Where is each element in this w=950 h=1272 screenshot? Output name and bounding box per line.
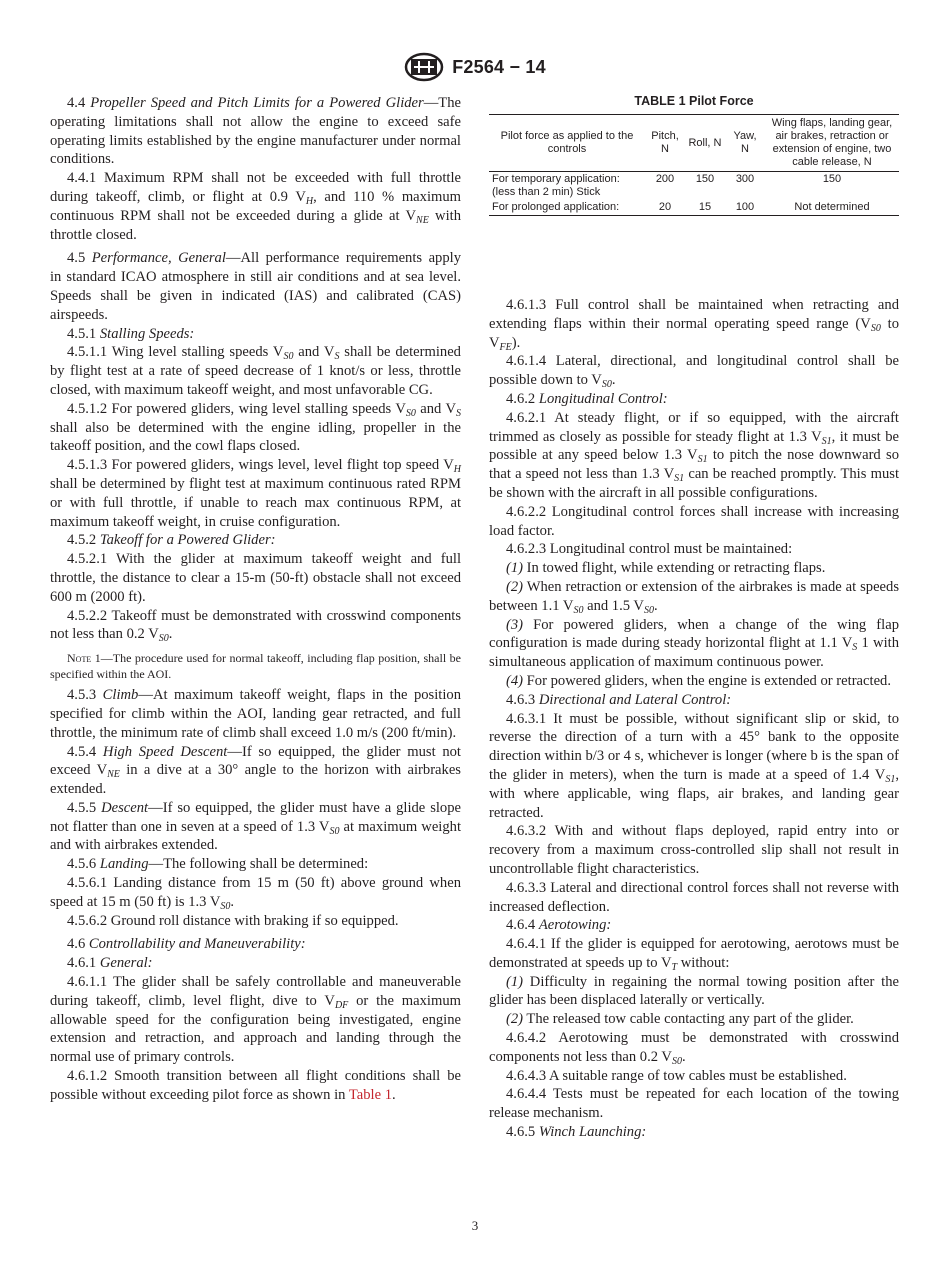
paragraph: 4.6.4.1 If the glider is equipped for aerotowing, aerotows must be demonstrated at speeds up to $V_T$ without: <box>489 936 899 973</box>
paragraph: 4.6.5 Winch Launching: <box>506 1124 647 1141</box>
paragraph: 4.5.6.1 Landing distance from 15 m (50 ft) above ground when speed at 15 m (50 ft) is 1.3 $V_{S0}$. <box>50 875 461 912</box>
paragraph: 4.6.1.1 The glider shall be safely controllable and maneuverable during takeoff, climb, level flight, dive to $V_{DF}$ or the maximum allowable speed for the configuration being investigated, engine extension and retraction, and approach and landing through the normal use of primary controls. <box>50 974 461 1066</box>
paragraph: 4.6.2 Longitudinal Control: <box>506 390 668 407</box>
table-cell: 200 <box>655 173 675 185</box>
right-column <box>489 296 899 1142</box>
table-header-row <box>489 115 899 172</box>
paragraph: 4.5.5 Descent—If so equipped, the glider must have a glide slope not flatter than one in seven at a speed of 1.3 $V_{S0}$ at maximum weight and with airbrakes extended. <box>50 799 462 854</box>
table-cell: 300 <box>735 173 755 185</box>
column-header: Pilot force as applied to the controls <box>500 130 634 155</box>
paragraph: 4.5.2.2 Takeoff must be demonstrated with crosswind components not less than 0.2 $V_{S0}$. <box>50 607 461 645</box>
paragraph: 4.5 Performance, General—All performance requirements apply in standard ICAO atmosphere in still air conditions and at sea level. Speeds shall be given in indicated (IAS) and calibrated (CAS) airspeeds. <box>50 250 461 323</box>
paragraph: 4.4.1 Maximum RPM shall not be exceeded with full throttle during takeoff, climb, or flight at 0.9 $V_H$, and 110 % maximum continuous RPM shall not be exceeded during a glide at $V_{NE}$ with throttle closed. <box>50 170 462 243</box>
paragraph: 4.6.2.3 Longitudinal control must be maintained: <box>506 541 793 558</box>
paragraph: 4.6.2.1 At steady flight, or if so equipped, with the aircraft trimmed as closely as possible for steady flight at 1.3 $V_{S1}$, it must be possible at any speed below 1.3 $V_{S1}$ to pitch the nose downward so that a speed not less than 1.3 $V_{S1}$ can be reached promptly. This must be shown with the aircraft in all possible configurations. <box>489 409 899 501</box>
paragraph: 4.6.4.4 Tests must be repeated for each location of the towing release mechanism. <box>489 1086 899 1122</box>
paragraph: 4.5.6 Landing—The following shall be determined: <box>67 856 369 873</box>
page-header <box>0 52 950 82</box>
table-cell: For prolonged application: <box>492 201 620 213</box>
left-column <box>50 94 461 1105</box>
table-cell: 150 <box>822 173 842 185</box>
list-item: (2) The released tow cable contacting any part of the glider. <box>506 1011 854 1028</box>
standard-designation: F2564 − 14 <box>452 56 546 77</box>
paragraph: 4.6.1.2 Smooth transition between all flight conditions shall be possible without exceeding pilot force as shown in Table 1. <box>50 1068 461 1103</box>
paragraph: 4.6.4 Aerotowing: <box>506 917 612 934</box>
column-header: Yaw, N <box>733 130 757 155</box>
paragraph: 4.6.2.2 Longitudinal control forces shall increase with increasing load factor. <box>489 503 899 539</box>
paragraph: 4.6.1.3 Full control shall be maintained when retracting and extending flaps within their normal operating speed range ($V_{S0}$ to $V_{FE}$). <box>489 297 899 353</box>
column-header: Pitch, N <box>651 130 679 155</box>
paragraph: 4.6.3.1 It must be possible, without significant slip or skid, to reverse the direction of a turn with a 45° bank to the opposite direction within b/3 or 4 s, whichever is longer (where b is the span of the glider in meters), when the turn is made at a speed of 1.4 $V_{S1}$, with where applicable, wing flaps, air brakes, and landing gear retracted. <box>489 710 899 821</box>
paragraph: 4.4 Propeller Speed and Pitch Limits for a Powered Glider—The operating limitations shall not allow the engine to exceed safe operating limits established by the engine manufacturer under normal conditions. <box>50 95 461 168</box>
paragraph: 4.6.3.2 With and without flaps deployed, rapid entry into or recovery from a maximum cross-controlled slip shall not result in uncontrollable flight characteristics. <box>489 823 899 877</box>
paragraph: 4.6.1.4 Lateral, directional, and longitudinal control shall be possible down to $V_{S0}$. <box>489 353 899 391</box>
paragraph: 4.5.1.3 For powered gliders, wings level, level flight top speed $V_H$ shall be determined by flight test at maximum continuous rated RPM or with full throttle, if unable to reach max continuous RPM, at maximum takeoff weight, in cruise configuration. <box>50 457 461 530</box>
paragraph: 4.5.4 High Speed Descent—If so equipped, the glider must not exceed $V_{NE}$ in a dive at a 30° angle to the horizon with airbrakes extended. <box>50 743 461 798</box>
table <box>489 114 899 216</box>
table-cell: For temporary application: (less than 2 min) Stick <box>492 173 620 198</box>
list-item: (3) For powered gliders, when a change of the wing flap configuration is made during steady horizontal flight at 1.1 $V_S$ 1 with simultaneous application of maximum continuous power. <box>489 616 899 671</box>
table-cell: Not determined <box>794 201 870 213</box>
table-row <box>489 172 899 201</box>
table-title: TABLE 1 Pilot Force <box>634 94 754 108</box>
table-row <box>489 200 899 216</box>
page-number: 3 <box>471 1218 479 1233</box>
table-cell: 100 <box>735 201 755 213</box>
paragraph: 4.6.4.2 Aerotowing must be demonstrated with crosswind components not less than 0.2 $V_{S0}$. <box>489 1030 899 1067</box>
column-header: Wing flaps, landing gear, air brakes, retraction or extension of engine, two cable release, N <box>771 117 893 168</box>
paragraph: 4.5.1.1 Wing level stalling speeds $V_{S0}$ and $V_S$ shall be determined by flight test at a rate of speed decrease of 1 knot/s or less, throttle closed, with maximum takeoff weight, and most unfavorable CG. <box>50 344 461 398</box>
list-item: (1) Difficulty in regaining the normal towing position after the glider has been displaced laterally or vertically. <box>489 973 899 1009</box>
table-1-link[interactable]: Table 1 <box>348 1086 393 1103</box>
pilot-force-table <box>489 94 899 216</box>
paragraph: 4.6 Controllability and Maneuverability: <box>67 936 306 953</box>
paragraph: 4.6.4.3 A suitable range of tow cables must be established. <box>506 1067 847 1084</box>
paragraph: 4.5.2.1 With the glider at maximum takeoff weight and full throttle, the distance to clear a 15-m (50-ft) obstacle shall not exceed 600 m (2000 ft). <box>50 551 461 605</box>
column-header: Roll, N <box>688 136 722 149</box>
table-cell: 15 <box>698 201 712 213</box>
list-item: (4) For powered gliders, when the engine is extended or retracted. <box>506 672 891 689</box>
paragraph: 4.5.1.2 For powered gliders, wing level stalling speeds $V_{S0}$ and $V_S$ shall also be determined with the engine idling, propeller in the takeoff position, and the cowl flaps closed. <box>50 400 461 455</box>
paragraph: 4.5.3 Climb—At maximum takeoff weight, flaps in the position specified for climb within the AOI, landing gear retracted, and full throttle, the minimum rate of climb shall exceed 1.0 m/s (200 ft/min). <box>50 687 461 741</box>
paragraph: 4.6.3.3 Lateral and directional control forces shall not reverse with increased deflection. <box>489 879 899 915</box>
astm-logo-icon <box>404 52 444 82</box>
paragraph: 4.6.1 General: <box>67 955 153 972</box>
paragraph: 4.6.3 Directional and Lateral Control: <box>506 691 732 708</box>
list-item: (1) In towed flight, while extending or retracting flaps. <box>506 560 826 577</box>
paragraph: 4.5.1 Stalling Speeds: <box>67 325 195 342</box>
paragraph: 4.5.2 Takeoff for a Powered Glider: <box>67 532 276 549</box>
list-item: (2) When retraction or extension of the airbrakes is made at speeds between 1.1 $V_{S0}$ and 1.5 $V_{S0}$. <box>489 578 899 616</box>
paragraph: 4.5.6.2 Ground roll distance with braking if so equipped. <box>67 912 399 929</box>
note: Note 1—The procedure used for normal takeoff, including flap position, shall be specified within the AOI. <box>50 651 462 682</box>
table-cell: 150 <box>695 173 715 185</box>
table-cell: 20 <box>658 201 672 213</box>
